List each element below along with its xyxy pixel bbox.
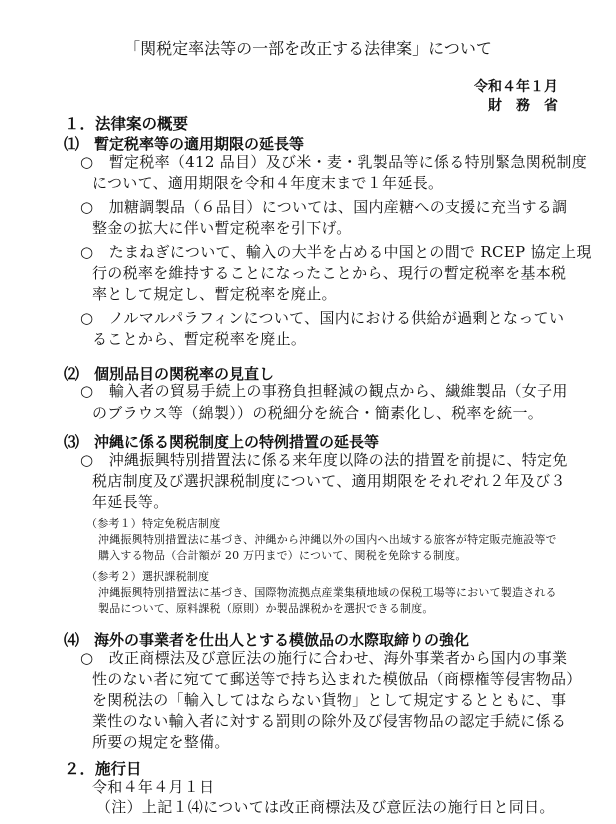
ref2-title: （参考２）選択課税制度 bbox=[86, 570, 210, 583]
sub4-bullet1-line5: 所要の規定を整備。 bbox=[92, 733, 230, 751]
ref1-line2: 購入する物品（合計額が 20 万円まで）について、関税を免除する制度。 bbox=[98, 549, 467, 562]
sub1-bullet2-line1: ○ 加糖調製品（６品目）については、国内産糖への支援に充当する調 bbox=[80, 198, 568, 216]
document-title: 「関税定率法等の一部を改正する法律案」について bbox=[124, 39, 492, 58]
sub1-bullet1-line1: ○ 暫定税率（412 品目）及び米・麦・乳製品等に係る特別緊急関税制度 bbox=[80, 153, 587, 171]
sub2-bullet1-line1: ○ 輸入者の貿易手続上の事務負担軽減の観点から、繊維製品（女子用 bbox=[80, 382, 568, 400]
sub3-heading: ⑶ 沖縄に係る関税制度上の特例措置の延長等 bbox=[64, 433, 380, 451]
section2-heading: ２．施行日 bbox=[64, 759, 142, 778]
sub2-bullet1-line2: のブラウス等（綿製））の税細分を統合・簡素化し、税率を統一。 bbox=[92, 404, 544, 422]
sub3-bullet1-line3: 年延長等。 bbox=[92, 493, 169, 511]
sub1-bullet4-line1: ○ ノルマルパラフィンについて、国内における供給が過剰となってい bbox=[80, 309, 565, 327]
sub3-bullet1-line1: ○ 沖縄振興特別措置法に係る来年度以降の法的措置を前提に、特定免 bbox=[80, 451, 568, 469]
sub1-bullet3-line1: ○ たまねぎについて、輸入の大半を占める中国との間で RCEP 協定上現 bbox=[80, 243, 592, 261]
ref1-line1: 沖縄振興特別措置法に基づき、沖縄から沖縄以外の国内へ出域する旅客が特定販売施設等で bbox=[98, 533, 557, 546]
ref2-line1: 沖縄振興特別措置法に基づき、国際物流拠点産業集積地域の保税工場等において製造される bbox=[98, 586, 557, 599]
sub1-bullet1-line2: について、適用期限を令和４年度末まで１年延長。 bbox=[92, 174, 444, 192]
sub2-heading: ⑵ 個別品目の関税率の見直し bbox=[64, 365, 275, 383]
ref1-title: （参考１）特定免税店制度 bbox=[86, 517, 221, 530]
date: 令和４年１月 bbox=[474, 79, 558, 95]
sub1-bullet3-line3: 率として規定し、暫定税率を廃止。 bbox=[92, 285, 337, 303]
ministry: 財 務 省 bbox=[488, 98, 558, 114]
sub1-bullet3-line2: 行の税率を維持することになったことから、現行の暫定税率を基本税 bbox=[92, 264, 567, 282]
sub4-bullet1-line1: ○ 改正商標法及び意匠法の施行に合わせ、海外事業者から国内の事業 bbox=[80, 649, 568, 667]
sub4-heading: ⑷ 海外の事業者を仕出人とする模倣品の水際取締りの強化 bbox=[64, 631, 470, 649]
effective-date: 令和４年４月１日 bbox=[92, 778, 215, 796]
sub3-bullet1-line2: 税店制度及び選択課税制度について、適用期限をそれぞれ２年及び３ bbox=[92, 472, 566, 490]
sub4-bullet1-line2: 性のない者に宛てて郵送等で持ち込まれた模倣品（商標権等侵害物品） bbox=[92, 670, 582, 688]
sub1-heading: ⑴ 暫定税率等の適用期限の延長等 bbox=[64, 135, 305, 153]
section1-heading: １．法律案の概要 bbox=[64, 114, 189, 133]
effective-note: （注）上記１⑷については改正商標法及び意匠法の施行日と同日。 bbox=[96, 798, 555, 816]
sub1-bullet2-line2: 整金の拡大に伴い暫定税率を引下げ。 bbox=[92, 219, 352, 237]
sub4-bullet1-line4: 業性のない輸入者に対する罰則の除外及び侵害物品の認定手続に係る bbox=[92, 712, 567, 730]
sub4-bullet1-line3: を関税法の「輸入してはならない貨物」として規定するとともに、事 bbox=[92, 691, 567, 709]
ref2-line2: 製品について、原料課税（原則）か製品課税かを選択できる制度。 bbox=[98, 602, 434, 615]
sub1-bullet4-line2: ることから、暫定税率を廃止。 bbox=[92, 330, 307, 348]
